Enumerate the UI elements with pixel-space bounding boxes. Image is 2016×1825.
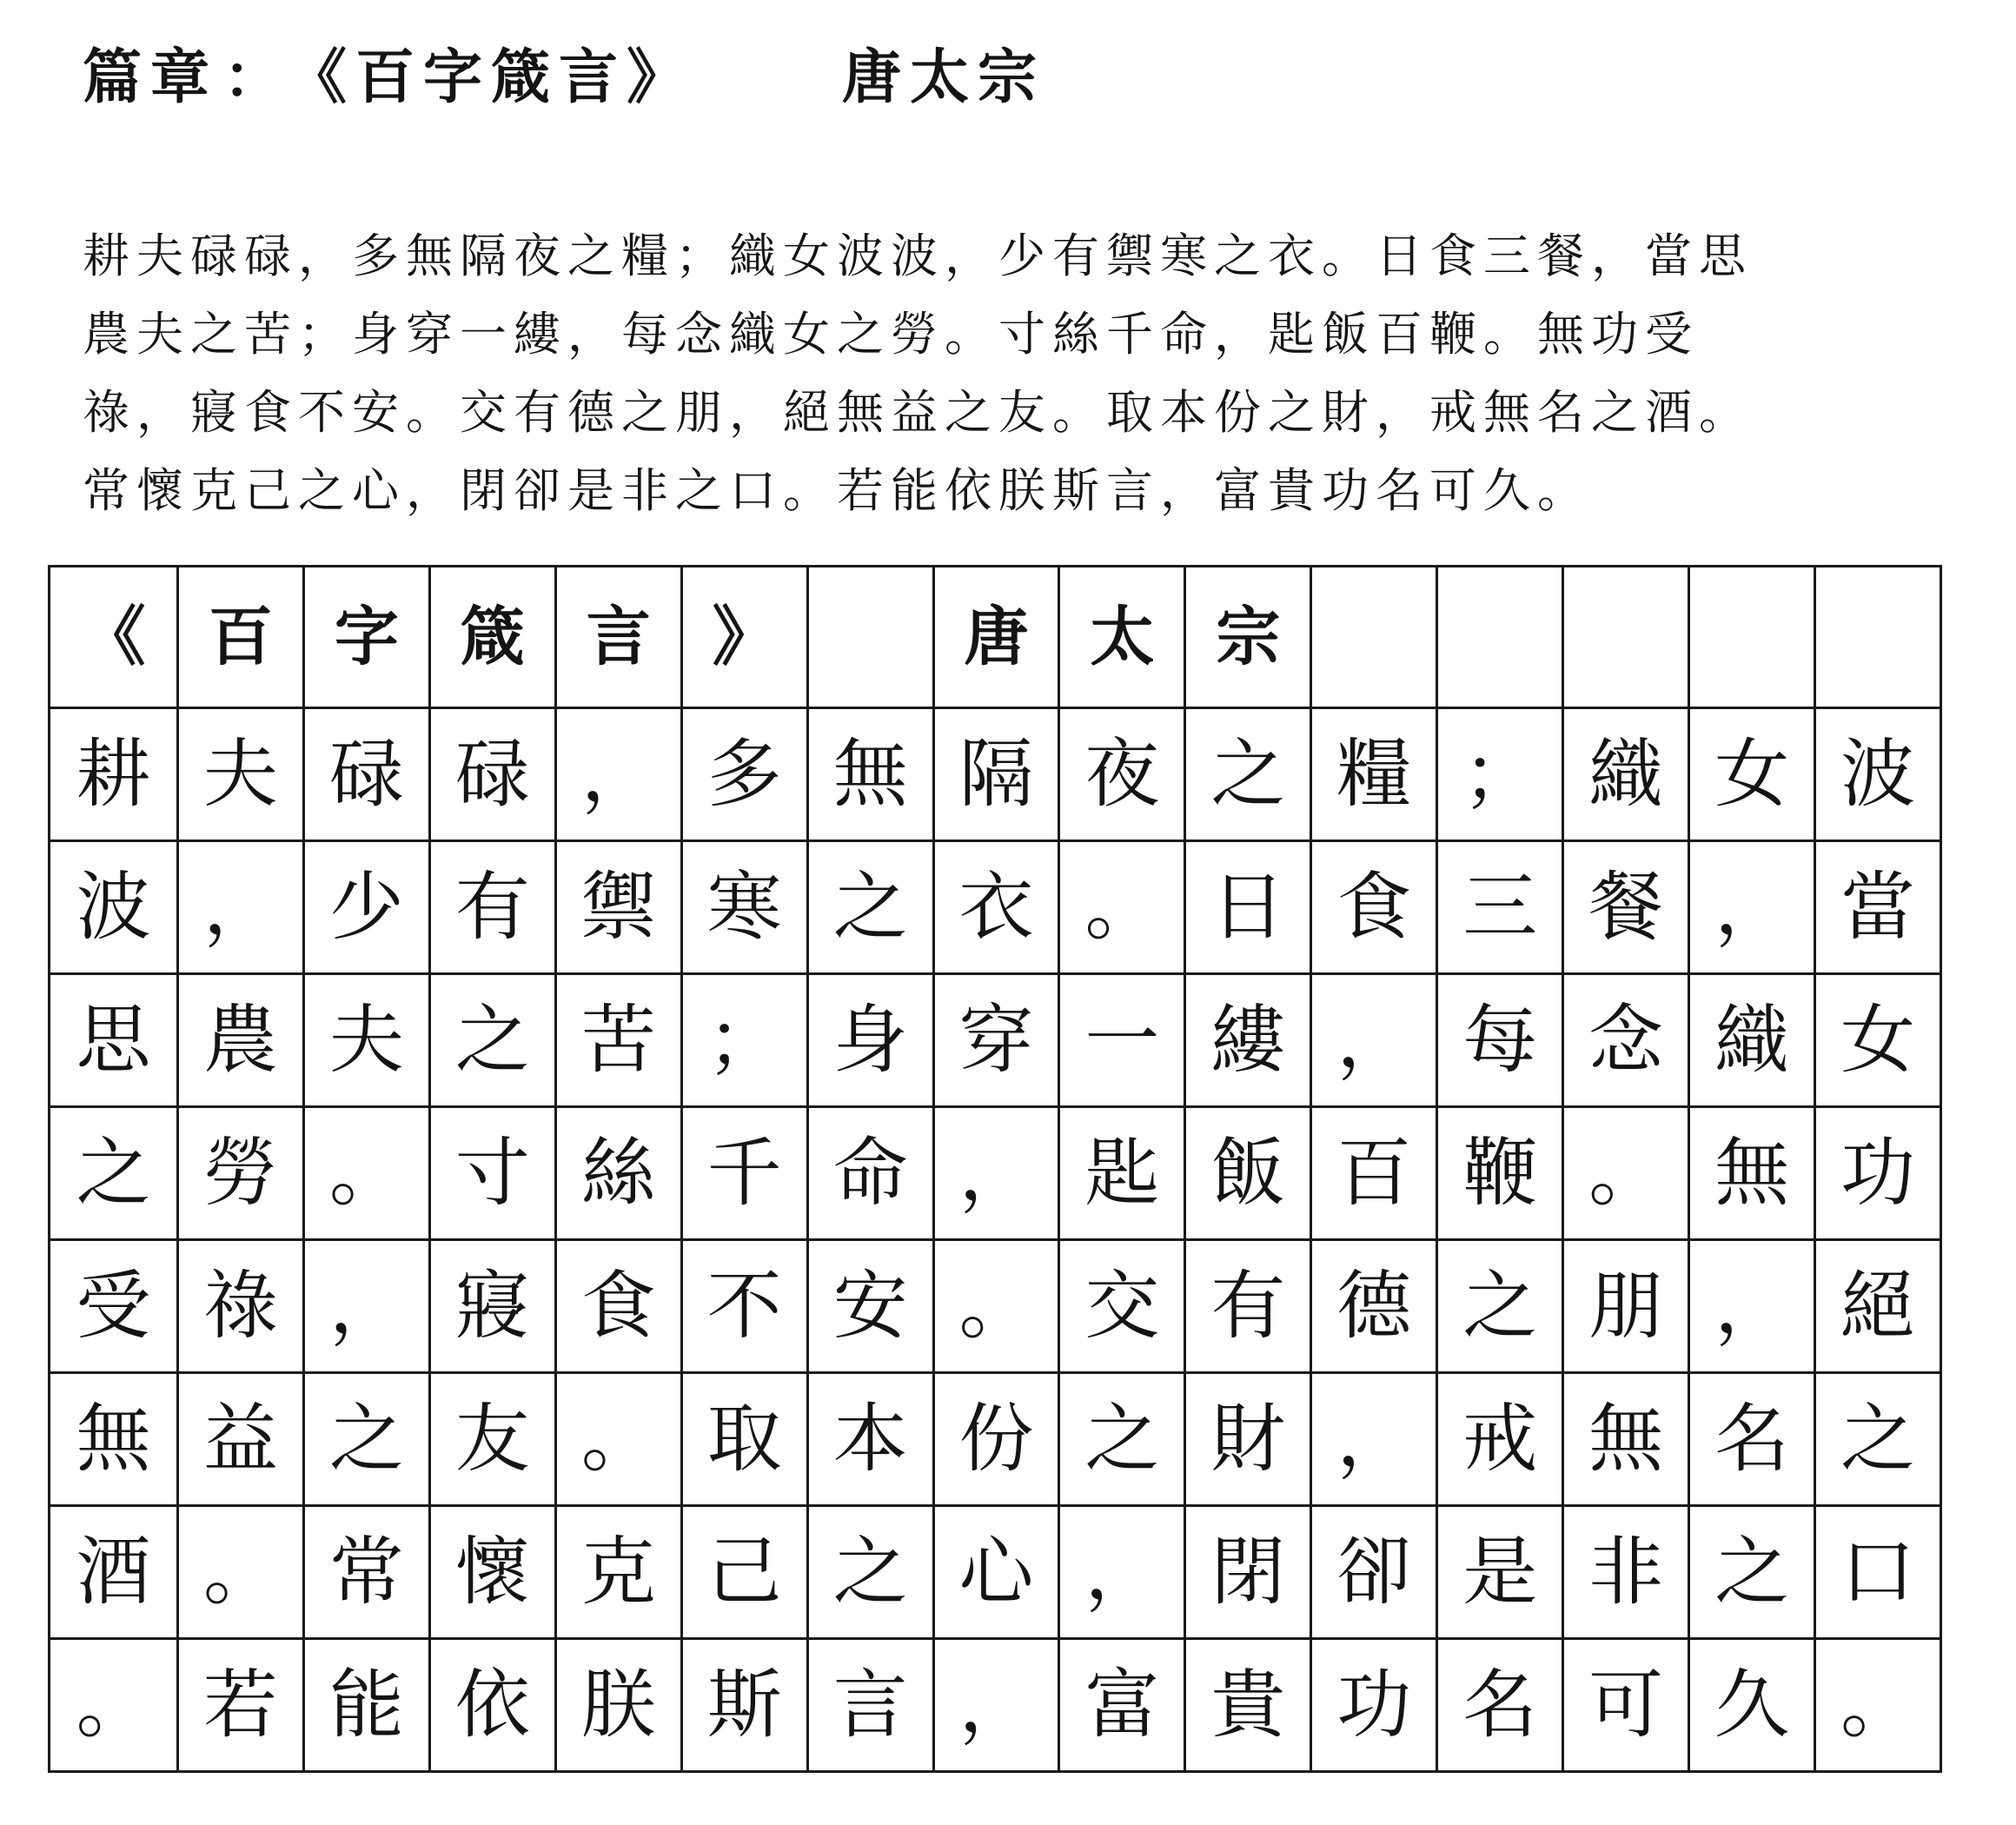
grid-cell: 能 [302, 1640, 428, 1770]
passage-line: 祿，寢食不安。交有德之朋，絕無益之友。取本份之財，戒無名之酒。 [83, 385, 1753, 440]
grid-cell: 依 [428, 1640, 554, 1770]
grid-cell: 無 [1688, 1108, 1814, 1238]
grid-cell: ， [176, 842, 302, 972]
grid-cell: 日 [1184, 842, 1310, 972]
grid-cell: 富 [1058, 1640, 1184, 1770]
grid-row [50, 840, 1940, 972]
grid-cell: 隔 [932, 709, 1058, 840]
grid-cell: 名 [1436, 1640, 1562, 1770]
grid-title-row [50, 567, 1940, 707]
grid-cell: 匙 [1058, 1108, 1184, 1238]
grid-cell: 當 [1814, 842, 1940, 972]
grid-cell-empty [806, 567, 932, 707]
grid-cell: 太 [1058, 567, 1184, 707]
grid-cell: 碌 [302, 709, 428, 840]
grid-cell: 唐 [932, 567, 1058, 707]
grid-cell: 非 [1562, 1507, 1688, 1637]
grid-cell: 戒 [1436, 1374, 1562, 1504]
grid-row [50, 1504, 1940, 1637]
grid-cell: 身 [806, 975, 932, 1105]
grid-cell: 若 [176, 1640, 302, 1770]
grid-cell: ； [1436, 709, 1562, 840]
grid-cell: 女 [1688, 709, 1814, 840]
grid-cell: 之 [806, 842, 932, 972]
grid-cell: 。 [932, 1241, 1058, 1371]
grid-cell: 苦 [554, 975, 680, 1105]
grid-cell: 鞭 [1436, 1108, 1562, 1238]
grid-cell: 。 [1562, 1108, 1688, 1238]
grid-cell: 之 [1814, 1374, 1940, 1504]
grid-cell: 無 [1562, 1374, 1688, 1504]
grid-cell: 波 [76, 864, 151, 951]
grid-row [50, 707, 1940, 840]
grid-cell: 斯 [680, 1640, 806, 1770]
grid-cell: 縷 [1184, 975, 1310, 1105]
grid-cell: ， [932, 1108, 1058, 1238]
grid-cell: 之 [428, 975, 554, 1105]
grid-cell: 無 [806, 709, 932, 840]
grid-cell: 無 [76, 1396, 151, 1483]
grid-cell: 懷 [428, 1507, 554, 1637]
grid-cell: ， [1688, 1241, 1814, 1371]
grid-cell: 衣 [932, 842, 1058, 972]
grid-cell: 心 [932, 1507, 1058, 1637]
grid-cell: 之 [1184, 709, 1310, 840]
grid-cell-empty [1688, 567, 1814, 707]
grid-row [50, 1238, 1940, 1371]
grid-cell: 受 [76, 1263, 151, 1350]
grid-cell: 卻 [1310, 1507, 1436, 1637]
grid-cell: 》 [680, 567, 806, 707]
grid-cell: 餐 [1562, 842, 1688, 972]
author-name: 唐太宗 [842, 43, 1046, 112]
grid-cell: 百 [1310, 1108, 1436, 1238]
grid-cell: 寒 [680, 842, 806, 972]
grid-cell: 糧 [1310, 709, 1436, 840]
grid-cell: 絕 [1814, 1241, 1940, 1371]
grid-cell: 朕 [554, 1640, 680, 1770]
grid-cell: 字 [302, 567, 428, 707]
grid-cell: 份 [932, 1374, 1058, 1504]
grid-cell: ， [1310, 1374, 1436, 1504]
grid-cell: 德 [1310, 1241, 1436, 1371]
grid-cell-empty [1310, 567, 1436, 707]
chapter-label: 篇章 [83, 43, 219, 112]
grid-cell: 三 [1436, 842, 1562, 972]
grid-cell: 寸 [428, 1108, 554, 1238]
grid-cell: 可 [1562, 1640, 1688, 1770]
grid-cell: 寢 [428, 1241, 554, 1371]
grid-cell: 禦 [554, 842, 680, 972]
grid-cell: 勞 [176, 1108, 302, 1238]
grid-cell: 益 [176, 1374, 302, 1504]
grid-cell: 。 [302, 1108, 428, 1238]
grid-cell: 。 [1814, 1640, 1940, 1770]
grid-cell: 不 [680, 1241, 806, 1371]
grid-cell: 有 [1184, 1241, 1310, 1371]
grid-cell: 。 [554, 1374, 680, 1504]
grid-cell: 飯 [1184, 1108, 1310, 1238]
grid-cell: ； [680, 975, 806, 1105]
grid-cell: 耕 [76, 731, 151, 818]
grid-cell: 閉 [1184, 1507, 1310, 1637]
page-heading [83, 24, 1045, 120]
grid-cell: 思 [76, 997, 151, 1084]
grid-cell: 言 [554, 567, 680, 707]
grid-cell: 本 [806, 1374, 932, 1504]
grid-cell: 女 [1814, 975, 1940, 1105]
grid-cell: 酒 [76, 1529, 151, 1616]
grid-cell: 是 [1436, 1507, 1562, 1637]
grid-cell: 多 [680, 709, 806, 840]
grid-cell: 己 [680, 1507, 806, 1637]
grid-cell: 波 [1814, 709, 1940, 840]
grid-cell: 之 [76, 1130, 151, 1217]
heading-separator: ： [223, 43, 283, 112]
grid-cell: 之 [806, 1507, 932, 1637]
passage-text [83, 217, 1960, 530]
grid-cell-empty [1814, 567, 1940, 707]
grid-row [50, 1637, 1940, 1770]
passage-line: 農夫之苦；身穿一縷，每念織女之勞。寸絲千命，匙飯百鞭。無功受 [83, 307, 1699, 362]
grid-cell: 夫 [302, 975, 428, 1105]
grid-cell: 念 [1562, 975, 1688, 1105]
passage-line: 耕夫碌碌，多無隔夜之糧；織女波波，少有禦寒之衣。日食三餐，當思 [83, 229, 1753, 283]
practice-grid [48, 565, 1942, 1773]
grid-cell: 少 [302, 842, 428, 972]
grid-cell: 碌 [428, 709, 554, 840]
grid-cell: 命 [806, 1108, 932, 1238]
grid-cell: 織 [1562, 709, 1688, 840]
grid-cell: 口 [1814, 1507, 1940, 1637]
grid-cell: 功 [1814, 1108, 1940, 1238]
grid-cell: 每 [1436, 975, 1562, 1105]
grid-cell-empty [1436, 567, 1562, 707]
grid-cell: 織 [1688, 975, 1814, 1105]
grid-cell: 之 [1436, 1241, 1562, 1371]
grid-cell: 食 [1310, 842, 1436, 972]
grid-cell: 百 [176, 567, 302, 707]
grid-cell: 貴 [1184, 1640, 1310, 1770]
grid-cell: 千 [680, 1108, 806, 1238]
grid-row [50, 1105, 1940, 1238]
grid-cell: 祿 [176, 1241, 302, 1371]
grid-cell: 一 [1058, 975, 1184, 1105]
grid-cell: 名 [1688, 1374, 1814, 1504]
grid-cell: 夜 [1058, 709, 1184, 840]
grid-cell: 朋 [1562, 1241, 1688, 1371]
grid-cell: 農 [176, 975, 302, 1105]
grid-cell: ， [1688, 842, 1814, 972]
grid-cell: 食 [554, 1241, 680, 1371]
grid-cell: 。 [176, 1507, 302, 1637]
grid-cell: ， [554, 709, 680, 840]
grid-cell: 。 [76, 1662, 151, 1749]
grid-cell: 取 [680, 1374, 806, 1504]
grid-cell: 有 [428, 842, 554, 972]
work-title: 《百字箴言》 [288, 43, 695, 112]
grid-cell: 財 [1184, 1374, 1310, 1504]
grid-cell: 夫 [176, 709, 302, 840]
grid-row [50, 1371, 1940, 1504]
grid-cell: ， [932, 1640, 1058, 1770]
grid-cell: 《 [81, 600, 146, 674]
grid-cell: 常 [302, 1507, 428, 1637]
grid-row [50, 972, 1940, 1105]
grid-cell: 穿 [932, 975, 1058, 1105]
grid-cell: 。 [1058, 842, 1184, 972]
grid-cell: ， [302, 1241, 428, 1371]
grid-cell: 之 [1688, 1507, 1814, 1637]
grid-cell: ， [1058, 1507, 1184, 1637]
grid-cell: 友 [428, 1374, 554, 1504]
grid-cell-empty [1562, 567, 1688, 707]
grid-cell: 言 [806, 1640, 932, 1770]
grid-cell: ， [1310, 975, 1436, 1105]
grid-cell: 交 [1058, 1241, 1184, 1371]
grid-cell: 功 [1310, 1640, 1436, 1770]
grid-cell: 之 [302, 1374, 428, 1504]
grid-cell: 之 [1058, 1374, 1184, 1504]
grid-cell: 箴 [428, 567, 554, 707]
grid-cell: 絲 [554, 1108, 680, 1238]
grid-cell: 宗 [1184, 567, 1310, 707]
grid-cell: 久 [1688, 1640, 1814, 1770]
passage-line: 常懷克己之心，閉卻是非之口。若能依朕斯言，富貴功名可久。 [83, 463, 1591, 518]
grid-cell: 克 [554, 1507, 680, 1637]
grid-cell: 安 [806, 1241, 932, 1371]
